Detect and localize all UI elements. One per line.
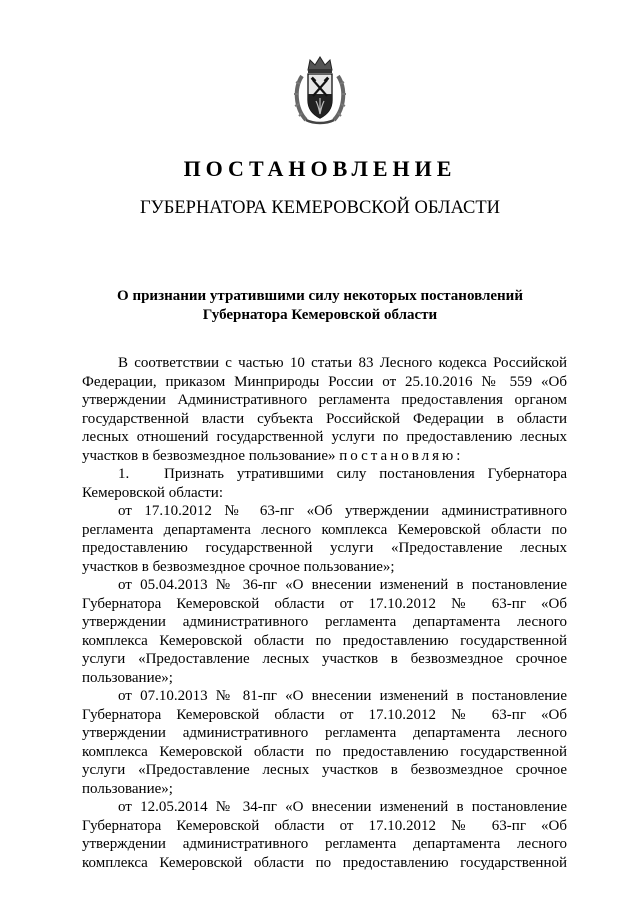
body-line: пользование»; — [82, 669, 173, 686]
body-line: Губернатора Кемеровской области от 17.10.2012 № 63-пг «Об — [82, 706, 567, 723]
body-line: утверждении Административного регламента предоставления органом — [82, 392, 567, 408]
body-line: комплекса Кемеровской области по предоставлению государственной — [82, 854, 567, 871]
document-body — [82, 354, 567, 872]
item-number: 1. — [118, 466, 130, 482]
subject-line: Губернатора Кемеровской области — [202, 307, 438, 323]
body-line: услуги «Предоставление лесных участков в безвозмездное срочное — [82, 762, 567, 778]
body-line: Кемеровской области: — [82, 484, 224, 501]
body-line: от 05.04.2013 № 36-пг «О внесении изменений в постановление — [118, 577, 567, 593]
body-line: лесных отношений государственной услуги по предоставлению лесных — [82, 429, 567, 445]
body-line: от 07.10.2013 № 81-пг «О внесении изменений в постановление — [118, 688, 567, 704]
item-text: Признать утратившими силу постановления Губернатора — [164, 466, 567, 482]
subject-line: О признании утратившими силу некоторых постановлений — [117, 288, 523, 304]
body-line: предоставлению государственной услуги «Предоставление лесных — [82, 540, 567, 556]
body-line: государственной власти субъекта Российской Федерации в области — [82, 410, 567, 427]
body-line — [82, 447, 567, 466]
decree-word: постановляю: — [339, 447, 464, 464]
body-line: утверждении административного регламента департамента лесного — [82, 725, 567, 741]
coat-of-arms-kemerovo-icon — [292, 54, 348, 126]
body-line: утверждении административного регламента департамента лесного — [82, 836, 567, 852]
item-1-line — [82, 465, 567, 484]
body-line: В соответствии с частью 10 статьи 83 Лесного кодекса Российской — [118, 355, 567, 371]
body-line: комплекса Кемеровской области по предоставлению государственной — [82, 743, 567, 760]
document-subject — [0, 287, 640, 325]
body-line: утверждении административного регламента департамента лесного — [82, 614, 567, 630]
body-line: участков в безвозмездное срочное пользование»; — [82, 558, 395, 575]
body-line: Губернатора Кемеровской области от 17.10.2012 № 63-пг «Об — [82, 817, 567, 834]
issuer-name: ГУБЕРНАТОРА КЕМЕРОВСКОЙ ОБЛАСТИ — [139, 198, 501, 218]
body-line: Губернатора Кемеровской области от 17.10.2012 № 63-пг «Об — [82, 595, 567, 612]
body-line: регламента департамента лесного комплекса Кемеровской области по — [82, 521, 567, 538]
body-line: услуги «Предоставление лесных участков в безвозмездное срочное — [82, 651, 567, 667]
preamble-end: участков в безвозмездное пользование» — [82, 447, 336, 464]
body-line: от 12.05.2014 № 34-пг «О внесении изменений в постановление — [118, 799, 567, 815]
document-title: ПОСТАНОВЛЕНИЕ — [183, 156, 457, 181]
body-line: Федерации, приказом Минприроды России от 25.10.2016 № 559 «Об — [82, 373, 567, 390]
body-line: комплекса Кемеровской области по предоставлению государственной — [82, 632, 567, 649]
body-line: от 17.10.2012 № 63-пг «Об утверждении административного — [118, 503, 567, 519]
body-line: пользование»; — [82, 780, 173, 797]
